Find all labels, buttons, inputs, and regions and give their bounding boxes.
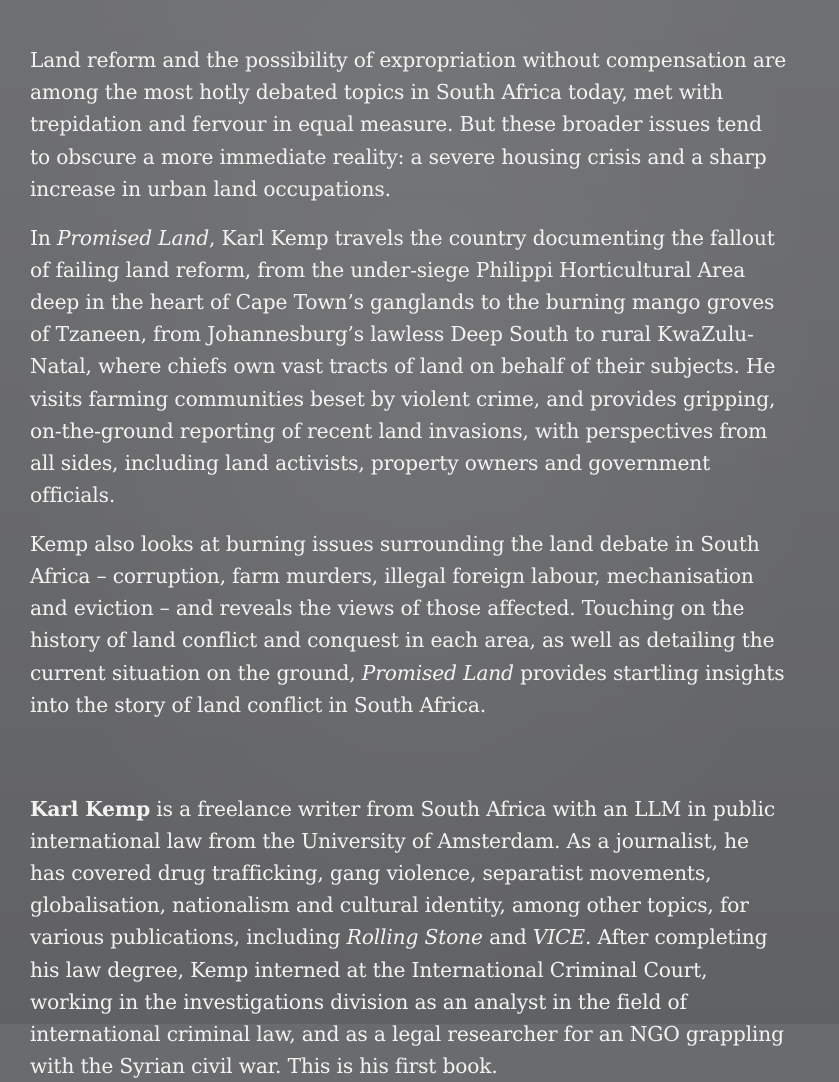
blurb-p2-lead: In xyxy=(30,225,57,250)
author-name: Karl Kemp xyxy=(30,796,151,821)
author-bio-text-1: is a freelance writer from South Africa with an LLM in public international law from the University of Amsterdam. As a journalist, he has covered drug trafficking, gang violence, separatist movements, globalisation, nationalism and cultural identity, among other topics, for various publications, including xyxy=(30,796,776,950)
author-bio xyxy=(30,793,787,1082)
author-bio-text-3: . After completing his law degree, Kemp interned at the International Criminal Court, working in the investigations division as an analyst in the field of international criminal law, and as a legal researcher for an NGO grappling with the Syrian civil war. This is his first book. xyxy=(30,925,784,1079)
section-spacer xyxy=(30,738,787,793)
book-title-italic: Promised Land xyxy=(56,225,210,250)
blurb-p3-tail: provides startling insights into the story of land conflict in South Africa. xyxy=(30,660,785,717)
blurb-p2-text: , Karl Kemp travels the country documenting the fallout of failing land reform, from the under-siege Philippi Horticultural Area deep in the heart of Cape Town’s ganglands to the burning mango groves of Tzaneen, from Johannesburg’s lawless Deep South to rural KwaZulu-Natal, where chiefs own vast tracts of land on behalf of their subjects. He visits farming communities beset by violent crime, and provides gripping, on-the-ground reporting of recent land invasions, with perspectives from all sides, including land activists, property owners and government officials. xyxy=(30,225,776,508)
publication-name: Rolling Stone xyxy=(346,925,483,950)
author-bio-text-2: and xyxy=(482,925,533,950)
blurb-p1-text: Land reform and the possibility of expropriation without compensation are among the most hotly debated topics in South Africa today, met with trepidation and fervour in equal measure. But these broader issues tend to obscure a more immediate reality: a severe housing crisis and a sharp increase in urban land occupations. xyxy=(30,48,787,201)
blurb-paragraph-3 xyxy=(30,528,787,721)
blurb-paragraph-1 xyxy=(30,44,787,205)
publication-name: VICE xyxy=(532,925,586,950)
book-title-italic: Promised Land xyxy=(361,660,514,685)
blurb-p3-text: Kemp also looks at burning issues surrounding the land debate in South Africa – corruption, farm murders, illegal foreign labour, mechanisation and eviction – and reveals the views of those affected. Touching on the history of land conflict and conquest in each area, as well as detailing the current situation on the ground, xyxy=(30,531,775,685)
blurb-paragraph-2 xyxy=(30,222,787,512)
